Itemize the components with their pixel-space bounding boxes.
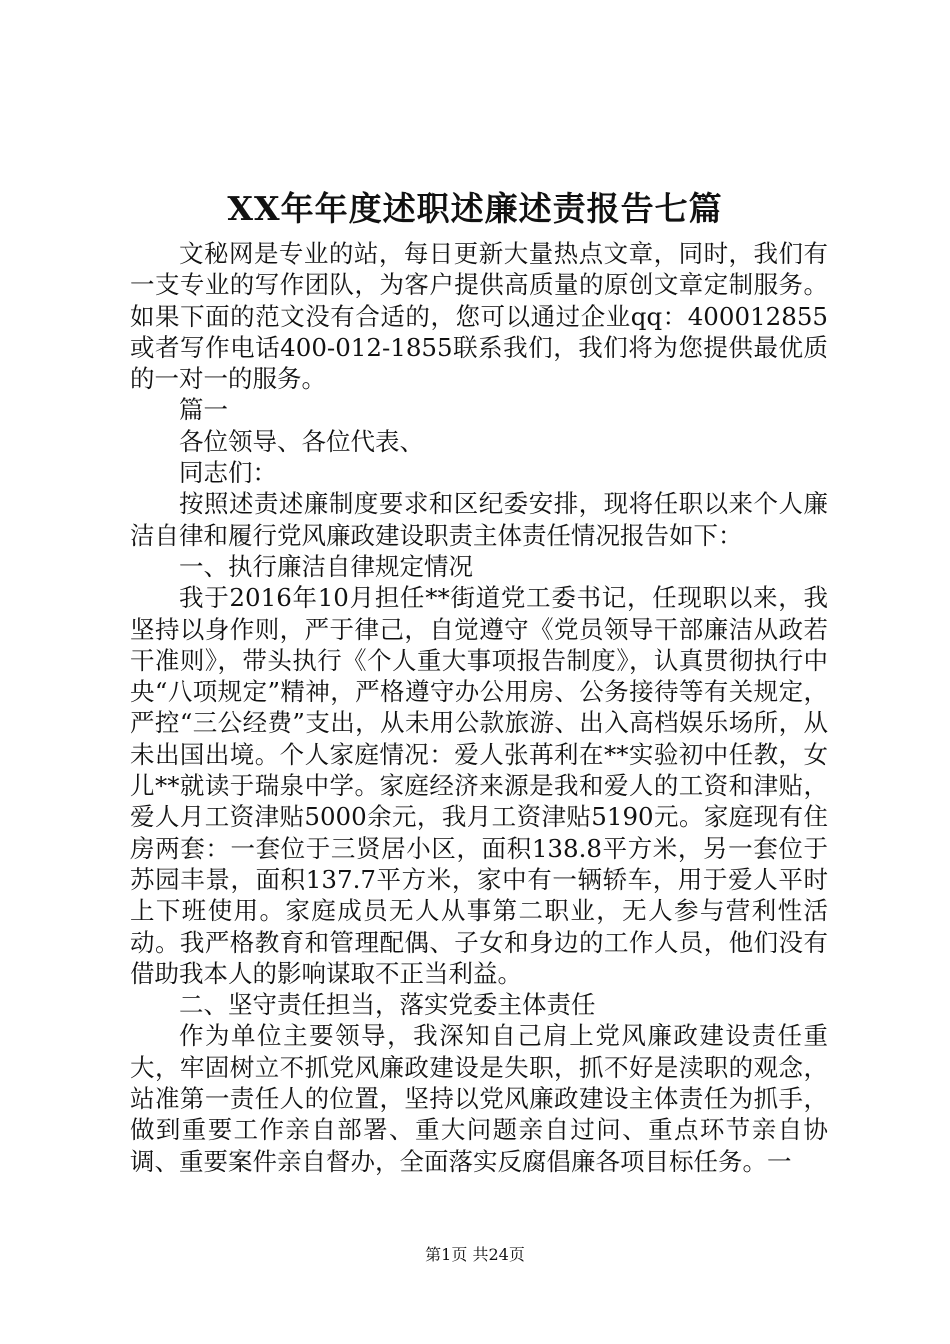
section-heading: 二、坚守责任担当，落实党委主体责任 bbox=[179, 990, 596, 1020]
page-number: 第1页 bbox=[425, 1245, 468, 1264]
intro-paragraph: 文秘网是专业的站，每日更新大量热点文章，同时，我们有一支专业的写作团队，为客户提供高质量的原创文章定制服务。如果下面的范文没有合适的，您可以通过企业qq：400012855或者写作电话400-012-1855联系我们，我们将为您提供最优质的一对一的服务。 bbox=[130, 239, 828, 394]
page-total: 共24页 bbox=[472, 1245, 525, 1264]
section-label: 篇一 bbox=[179, 395, 228, 425]
body-paragraph: 作为单位主要领导，我深知自己肩上党风廉政建设责任重大，牢固树立不抓党风廉政建设是失职，抓不好是渎职的观念，站准第一责任人的位置，坚持以党风廉政建设主体责任为抓手，做到重要工作亲自部署、重大问题亲自过问、重点环节亲自协调、重要案件亲自督办，全面落实反腐倡廉各项目标任务。一 bbox=[130, 1021, 828, 1176]
page-footer bbox=[0, 1244, 950, 1266]
section-heading: 一、执行廉洁自律规定情况 bbox=[179, 551, 473, 581]
salutation-line: 各位领导、各位代表、 bbox=[179, 426, 424, 456]
salutation-line: 同志们： bbox=[179, 458, 277, 488]
body-paragraph: 按照述责述廉制度要求和区纪委安排，现将任职以来个人廉洁自律和履行党风廉政建设职责主体责任情况报告如下： bbox=[130, 489, 828, 550]
body-paragraph: 我于2016年10月担任**街道党工委书记，任现职以来，我坚持以身作则，严于律己，自觉遵守《党员领导干部廉洁从政若干准则》，带头执行《个人重大事项报告制度》，认真贯彻执行中央“八项规定”精神，严格遵守办公用房、公务接待等有关规定，严控“三公经费”支出，从未用公款旅游、出入高档娱乐场所，从未出国出境。个人家庭情况：爱人张苒利在**实验初中任教，女儿**就读于瑞泉中学。家庭经济来源是我和爱人的工资和津贴，爱人月工资津贴5000余元，我月工资津贴5190元。家庭现有住房两套：一套位于三贤居小区，面积138.8平方米，另一套位于苏园丰景，面积137.7平方米，家中有一辆轿车，用于爱人平时上下班使用。家庭成员无人从事第二职业，无人参与营利性活动。我严格教育和管理配偶、子女和身边的工作人员，他们没有借助我本人的影响谋取不正当利益。 bbox=[130, 583, 828, 988]
document-body bbox=[130, 238, 828, 1177]
document-title: XX年年度述职述廉述责报告七篇 bbox=[227, 189, 723, 228]
